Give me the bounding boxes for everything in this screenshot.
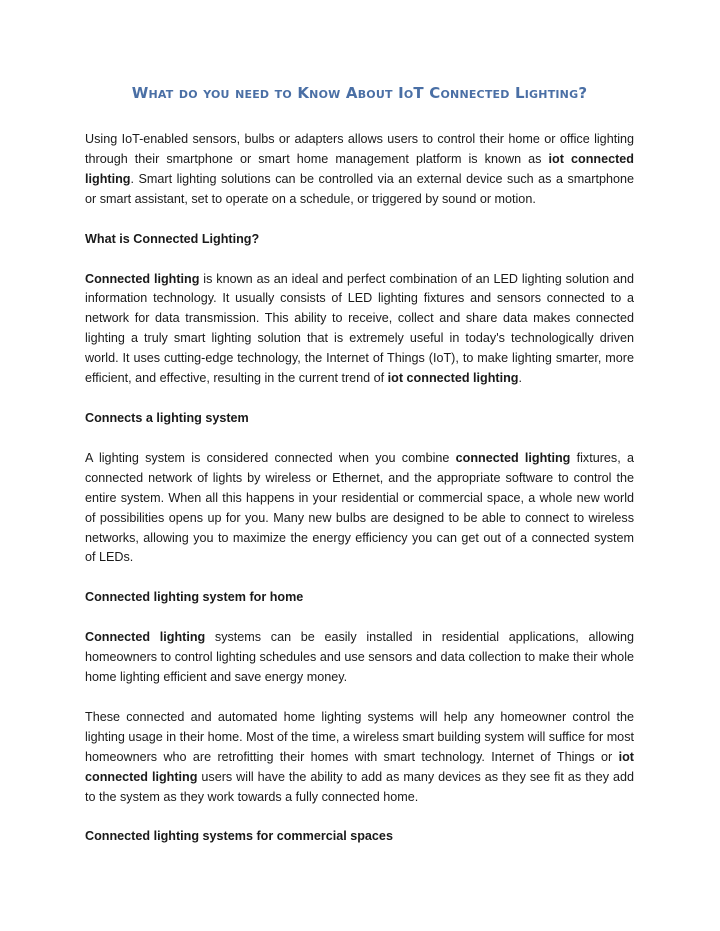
home-keyword: Connected lighting (85, 630, 206, 645)
home-paragraph-2 (85, 708, 634, 808)
what-is-keyword-2: iot connected lighting (387, 371, 519, 386)
what-is-text-2: . (518, 371, 522, 386)
home2-text-2: users will have the ability to add as many devices as they see fit as they add to the system as they work towards a fully connected home. (85, 769, 634, 804)
section-heading-commercial: Connected lighting systems for commercial spaces (85, 829, 393, 844)
section-heading-connects: Connects a lighting system (85, 410, 249, 425)
intro-text-2: . Smart lighting solutions can be controlled via an external device such as a smartphone or smart assistant, set to operate on a schedule, or triggered by sound or motion. (85, 171, 634, 206)
home2-keyword: iot connected lighting (85, 749, 634, 784)
connects-text-2: fixtures, a connected network of lights by wireless or Ethernet, and the appropriate software to control the entire system. When all this happens in your residential or commercial space, a whole new world of possibilities opens up for you. Many new bulbs are designed to be able to connect to wireless networks, allowing you to maximize the energy efficiency you can get out of a connected system of LEDs. (85, 450, 634, 565)
document-page (85, 82, 634, 867)
intro-text-1: Using IoT-enabled sensors, bulbs or adapters allows users to control their home or office lighting through their smartphone or smart home management platform is known as (85, 132, 634, 166)
intro-paragraph (85, 130, 634, 210)
connects-paragraph (85, 449, 634, 568)
what-is-keyword-1: Connected lighting (85, 271, 200, 286)
section-heading-home: Connected lighting system for home (85, 590, 304, 605)
intro-keyword: iot connected lighting (85, 151, 634, 186)
what-is-paragraph (85, 270, 634, 389)
what-is-text-1: is known as an ideal and perfect combination of an LED lighting solution and information technology. It usually consists of LED lighting fixtures and sensors connected to a network for data transmission. This ability to receive, collect and share data makes connected lighting a truly smart lighting solution that is extremely useful in today's technologically driven world. It uses cutting-edge technology, the Internet of Things (IoT), to make lighting smarter, more efficient, and effective, resulting in the current trend of (85, 271, 634, 386)
connects-text-1: A lighting system is considered connected when you combine (85, 450, 456, 465)
connects-keyword: connected lighting (455, 450, 571, 465)
section-heading-what-is: What is Connected Lighting? (85, 231, 260, 246)
home-paragraph-1 (85, 628, 634, 688)
home2-text-1: These connected and automated home lighting systems will help any homeowner control the lighting usage in their home. Most of the time, a wireless smart building system will suffice for most homeowners who are retrofitting their homes with smart technology. Internet of Things or (85, 709, 634, 764)
page-title: What do you need to Know About IoT Connected Lighting? (131, 84, 588, 102)
home-text: systems can be easily installed in residential applications, allowing homeowners to control lighting schedules and use sensors and data collection to make their whole home lighting efficient and save energy money. (85, 630, 634, 685)
